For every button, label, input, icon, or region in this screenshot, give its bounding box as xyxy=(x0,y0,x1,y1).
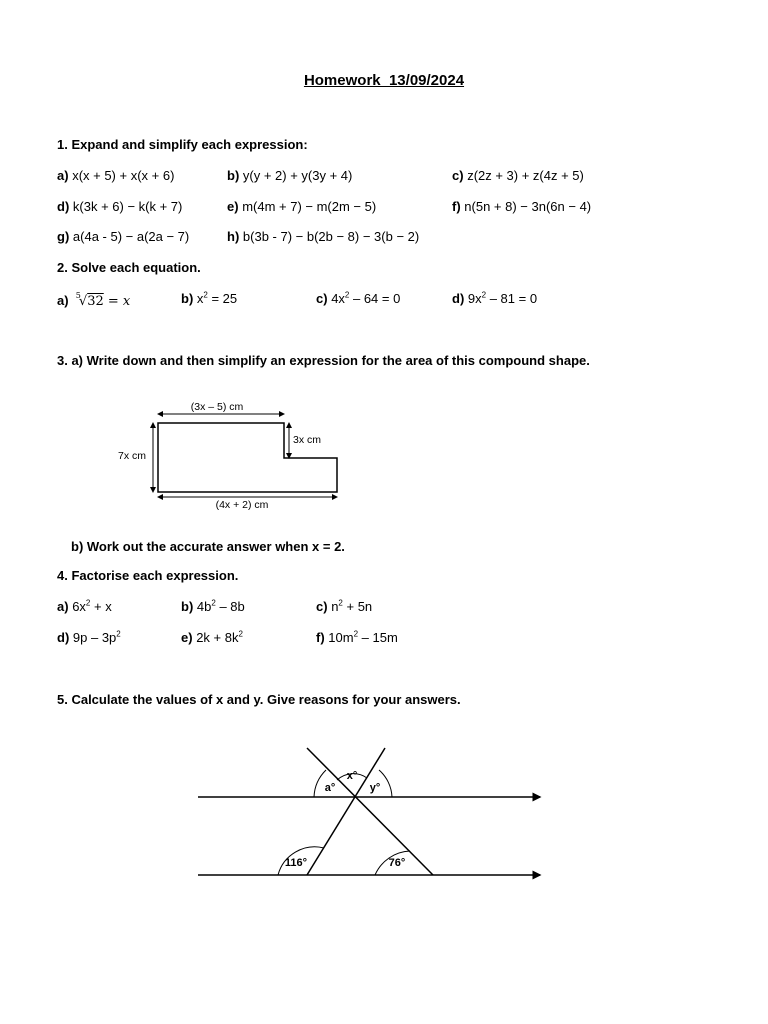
page-title: Homework_13/09/2024 xyxy=(303,72,465,89)
q4-part-d: d) $9p - 3p^2$ xyxy=(57,629,121,645)
q2-part-b: b) $x^2 = 25$ xyxy=(181,290,238,306)
right-length-label: 3x cm xyxy=(293,434,322,446)
q2-part-c: c) $4x^2 - 64 = 0$ xyxy=(316,290,401,306)
parallel-lines-diagram xyxy=(198,748,540,875)
q1-part-c: c) z(2z + 3) + z(4z + 5) xyxy=(452,168,584,183)
angle-y-label: y° xyxy=(369,782,381,794)
transversal-right-left xyxy=(307,748,385,875)
top-length-label: (3x – 5) cm xyxy=(190,401,244,413)
bottom-length-label: (4x + 2) cm xyxy=(215,499,269,511)
q5-heading: 5. Calculate the values of x and y. Give reasons for your answers. xyxy=(57,692,461,707)
left-length-label: 7x cm xyxy=(118,450,147,462)
q1-part-h: h) b(3b - 7) − b(2b − 8) − 3(b − 2) xyxy=(227,229,420,244)
transversal-left-right xyxy=(307,748,433,875)
q1-part-e: e) m(4m + 7) − m(2m − 5) xyxy=(227,199,377,214)
q2-part-d: d) $9x^2 - 81 = 0$ xyxy=(452,290,538,306)
angle-116-label: 116° xyxy=(284,857,308,869)
q2-heading: 2. Solve each equation. xyxy=(57,260,201,275)
angle-76-label: 76° xyxy=(388,857,406,869)
q1-heading: 1. Expand and simplify each expression: xyxy=(57,137,308,152)
q3-heading: 3. a) Write down and then simplify an expression for the area of this compound shape. xyxy=(57,353,590,368)
q4-part-a: a) $6x^2 + x$ xyxy=(57,598,112,614)
angle-x-label: x° xyxy=(346,770,358,782)
q3-part-b: b) Work out the accurate answer when x = 2. xyxy=(71,539,345,554)
fifth-root-equation: $^5$√32 = x xyxy=(75,291,131,309)
q4-part-e: e) $2k + 8k^2$ xyxy=(181,629,243,645)
q1-part-g: g) a(4a - 5) − a(2a − 7) xyxy=(57,229,190,244)
q4-part-b: b) $4b^2 - 8b$ xyxy=(181,598,245,614)
q1-part-b: b) y(y + 2) + y(3y + 4) xyxy=(227,168,353,183)
q1-part-a: a) x(x + 5) + x(x + 6) xyxy=(57,168,175,183)
q4-part-c: c) $n^2 + 5n$ xyxy=(316,598,373,614)
angle-a-label: a° xyxy=(324,782,336,794)
q4-part-f: f) $10m^2 - 15m$ xyxy=(316,629,398,645)
q2-part-a: a) $^5$√32 = x xyxy=(57,291,131,309)
angle-y-arc xyxy=(379,770,392,797)
q4-heading: 4. Factorise each expression. xyxy=(57,568,239,583)
q1-part-d: d) k(3k + 6) − k(k + 7) xyxy=(57,199,183,214)
q1-part-f: f) n(5n + 8) − 3n(6n − 4) xyxy=(452,199,592,214)
